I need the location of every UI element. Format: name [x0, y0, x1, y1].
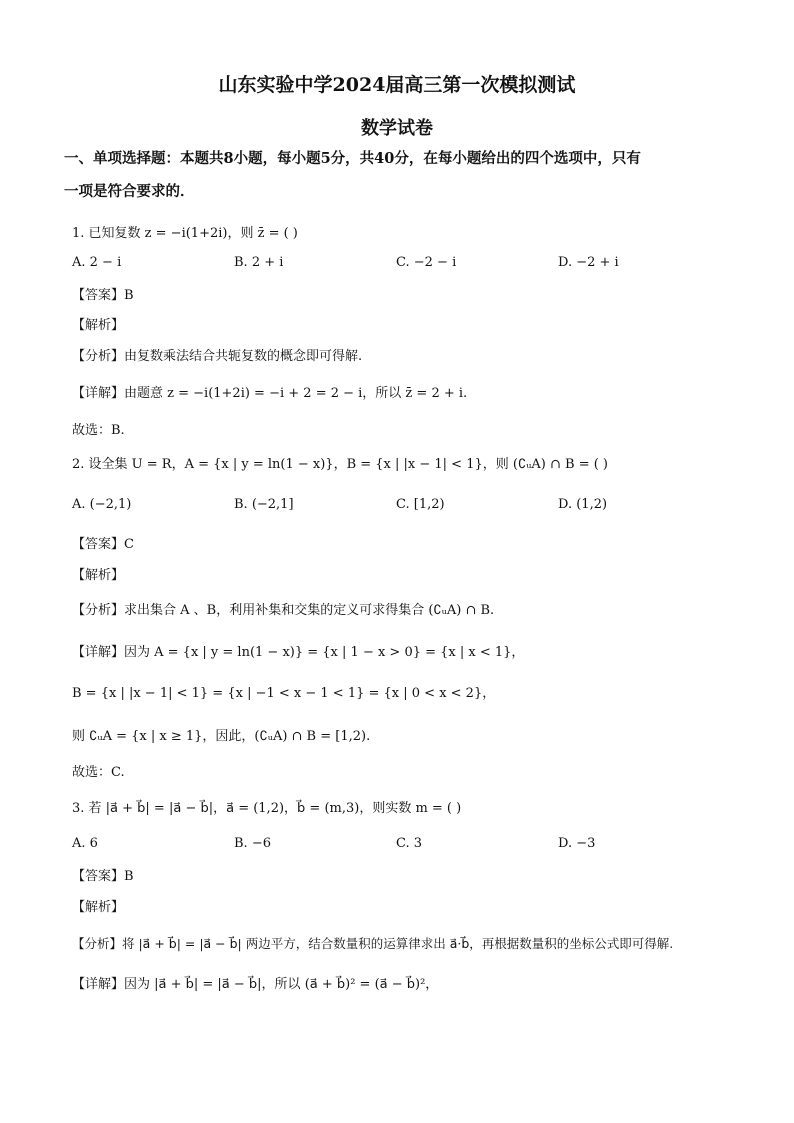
page-title: 山东实验中学2024届高三第一次模拟测试: [218, 74, 576, 96]
q1-analysis: 【分析】由复数乘法结合共轭复数的概念即可得解.: [72, 349, 363, 364]
q1-jiexi-label: 【解析】: [72, 318, 125, 333]
q1-stem: 1. 已知复数 z = −i(1+2i)，则 z̄ = ( ): [72, 226, 298, 241]
q3-option-a: A. 6: [72, 836, 98, 851]
q2-analysis: 【分析】求出集合 A 、B，利用补集和交集的定义可求得集合 (∁ᵤA) ∩ B.: [72, 603, 495, 618]
q3-analysis: 【分析】将 |a⃗ + b⃗| = |a⃗ − b⃗| 两边平方，结合数量积的运算律求出 a⃗·b⃗，再根据数量积的坐标公式即可得解.: [72, 936, 674, 951]
q1-option-c: C. −2 − i: [396, 255, 457, 270]
page-subtitle: 数学试卷: [361, 118, 433, 139]
q2-detail-2: B = {x | |x − 1| < 1} = {x | −1 < x − 1 < 1} = {x | 0 < x < 2}，: [72, 686, 496, 701]
q2-stem: 2. 设全集 U = R，A = {x | y = ln(1 − x)}，B = {x | |x − 1| < 1}，则 (∁ᵤA) ∩ B = ( ): [72, 457, 609, 472]
q1-answer: 【答案】B: [72, 288, 134, 303]
q2-choice: 故选：C.: [72, 765, 125, 780]
q2-detail-1: 【详解】因为 A = {x | y = ln(1 − x)} = {x | 1 − x > 0} = {x | x < 1}，: [72, 645, 525, 660]
q3-detail: 【详解】因为 |a⃗ + b⃗| = |a⃗ − b⃗|，所以 (a⃗ + b⃗)² = (a⃗ − b⃗)²，: [72, 977, 439, 992]
q3-answer: 【答案】B: [72, 869, 134, 884]
q3-option-d: D. −3: [558, 836, 596, 851]
q1-option-d: D. −2 + i: [558, 255, 619, 270]
q3-stem: 3. 若 |a⃗ + b⃗| = |a⃗ − b⃗|，a⃗ = (1,2)，b⃗ = (m,3)，则实数 m = ( ): [72, 801, 462, 816]
q2-option-d: D. (1,2): [558, 497, 608, 512]
section-heading-line1: 一、单项选择题：本题共8小题，每小题5分，共40分，在每小题给出的四个选项中，只有: [64, 150, 641, 167]
q3-jiexi-label: 【解析】: [72, 900, 125, 915]
q2-detail-3: 则 ∁ᵤA = {x | x ≥ 1}，因此，(∁ᵤA) ∩ B = [1,2).: [72, 729, 371, 744]
q3-option-c: C. 3: [396, 836, 423, 851]
q3-option-b: B. −6: [234, 836, 271, 851]
q2-answer: 【答案】C: [72, 537, 134, 552]
q2-option-b: B. (−2,1]: [234, 497, 294, 512]
q1-choice: 故选：B.: [72, 423, 125, 438]
q2-jiexi-label: 【解析】: [72, 568, 125, 583]
q2-option-a: A. (−2,1): [72, 497, 132, 512]
q2-option-c: C. [1,2): [396, 497, 445, 512]
q1-option-b: B. 2 + i: [234, 255, 284, 270]
q1-detail: 【详解】由题意 z = −i(1+2i) = −i + 2 = 2 − i，所以 z̄ = 2 + i.: [72, 386, 468, 401]
q1-option-a: A. 2 − i: [72, 255, 122, 270]
section-heading-line2: 一项是符合要求的．: [64, 183, 195, 200]
